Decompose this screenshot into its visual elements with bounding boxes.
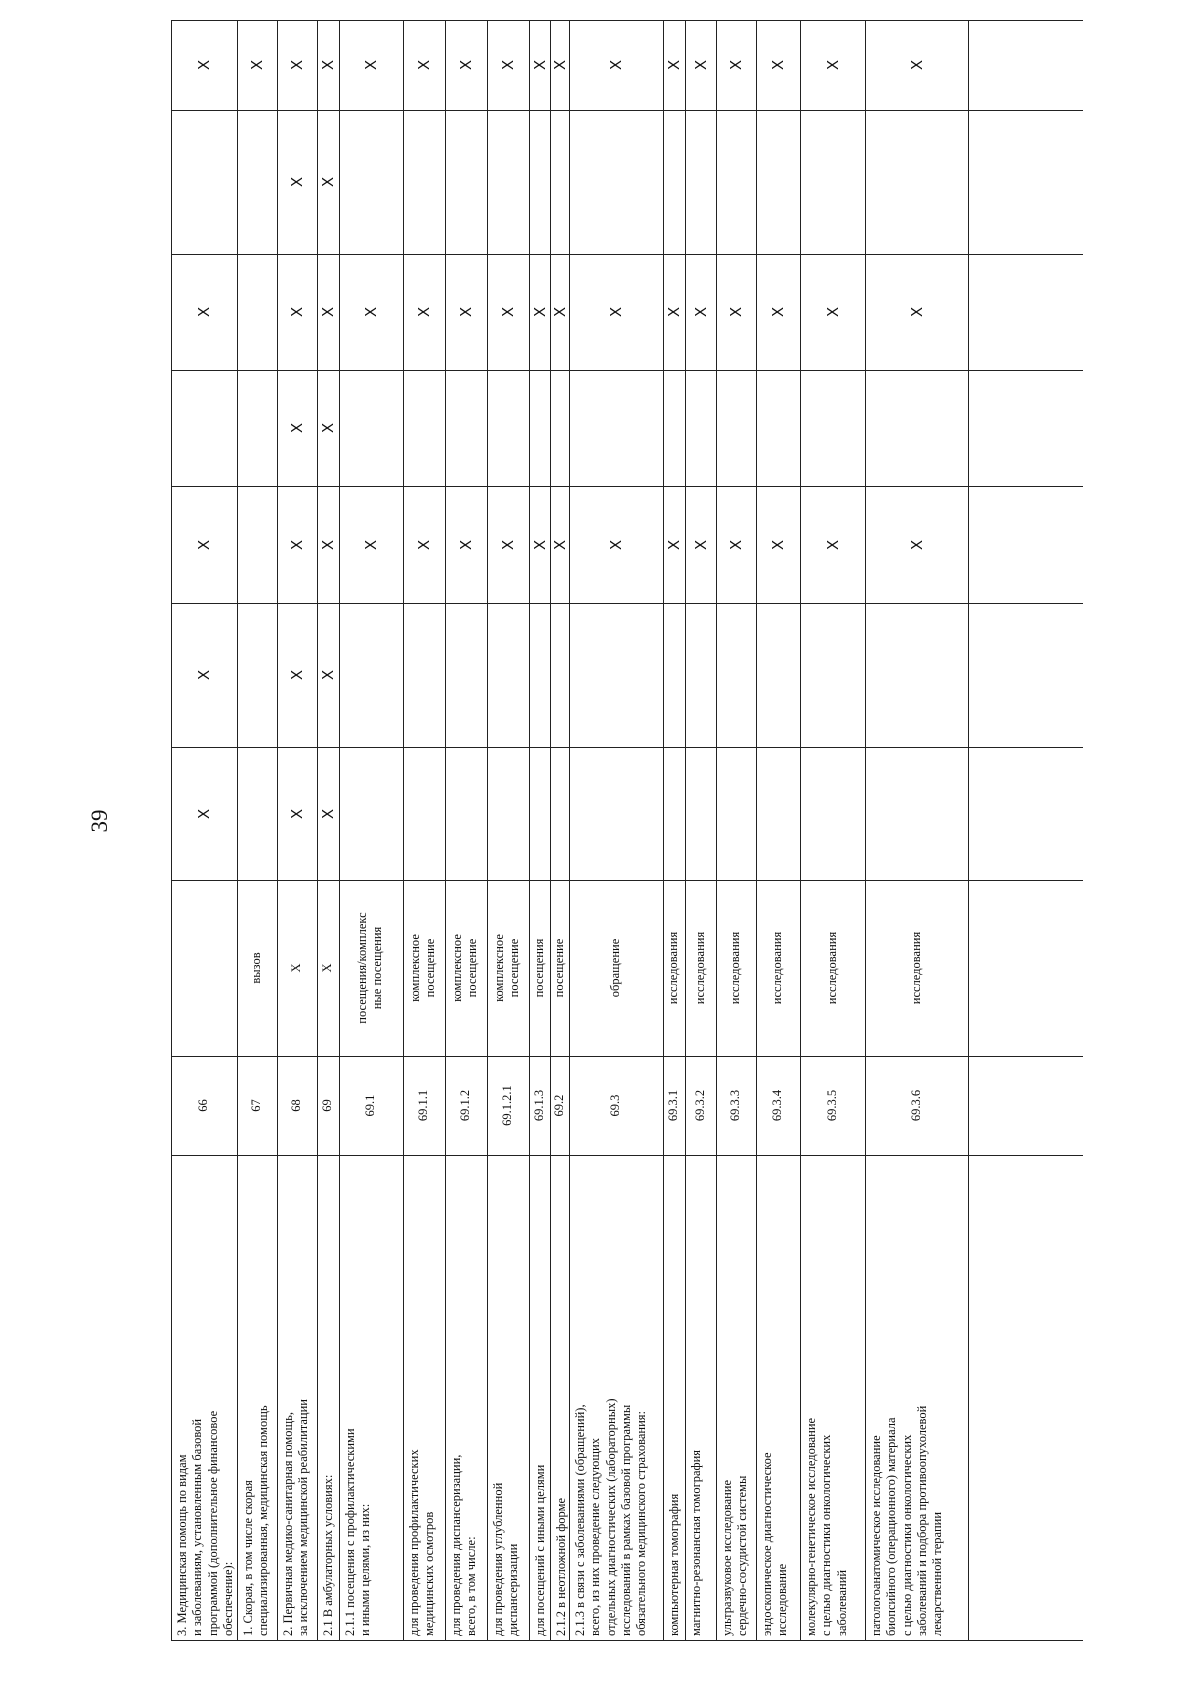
table-row-rule (968, 20, 969, 1640)
table-column-rule (171, 1155, 1083, 1156)
cross-mark: X (530, 59, 549, 71)
row-unit: исследования (908, 931, 923, 1005)
row-label: патологоанатомическое исследование биопсийного (операционного) материала с целью диагностики онкологических заболеваний и подбора противоопухолевой лекарственной терапии (869, 1405, 944, 1636)
cross-mark: X (457, 59, 475, 71)
row-label: 2.1.3 в связи с заболеваниями (обращений), всего, из них проведение следующих отдельных диагностических (лабораторных) исследований в рамках базовой программы обязательного медицинского страхования: (573, 1398, 648, 1636)
row-unit: исследования (824, 931, 839, 1005)
table-row-rule (529, 20, 530, 1640)
row-label: 2.1.1 посещения с профилактическими и иными целями, из них: (343, 1428, 373, 1636)
table-column-rule (171, 1640, 1083, 1641)
cross-mark: X (288, 176, 306, 188)
cross-mark: X (607, 59, 625, 71)
row-code: 69.1 (363, 1094, 377, 1117)
table-row-rule (171, 20, 172, 1640)
cross-mark: X (691, 539, 710, 550)
cross-mark: X (530, 306, 549, 318)
row-unit: посещение (551, 938, 566, 998)
cross-mark: X (248, 59, 266, 71)
cross-mark: X (195, 808, 213, 819)
row-code: 69.3.2 (692, 1089, 707, 1122)
table-row-rule (716, 20, 717, 1640)
cross-mark: X (319, 808, 337, 819)
cross-mark: X (550, 539, 569, 550)
cross-mark: X (530, 539, 549, 550)
table-row-rule (317, 20, 318, 1640)
table-column-rule (171, 110, 1083, 111)
row-label: молекулярно-генетическое исследование с целью диагностики онкологических заболеваний (804, 1417, 849, 1636)
cross-mark: X (607, 306, 625, 318)
table-row-rule (756, 20, 757, 1640)
cross-mark: X (288, 669, 306, 681)
cross-mark: X (195, 669, 213, 681)
row-unit: Х (320, 963, 334, 973)
cross-mark: X (550, 306, 569, 318)
row-code: 69.3.3 (728, 1089, 742, 1122)
cross-mark: X (288, 808, 306, 819)
cross-mark: X (823, 539, 842, 550)
table-column-rule (171, 603, 1083, 604)
cross-mark: X (665, 306, 683, 318)
row-unit: обращение (608, 938, 622, 998)
table-row-rule (865, 20, 866, 1640)
cross-mark: X (665, 59, 683, 71)
row-code: 69.1.3 (531, 1089, 546, 1122)
table-row-rule (237, 20, 238, 1640)
row-code: 69.2 (551, 1094, 566, 1117)
cross-mark: X (769, 306, 787, 318)
row-label: эндоскопическое диагностическое исследование (760, 1452, 790, 1636)
cross-mark: X (499, 539, 517, 550)
row-unit: посещения/комплекс ные посещения (355, 912, 385, 1024)
cross-mark: X (691, 306, 710, 318)
table-column-rule (171, 20, 1083, 21)
table-row-rule (800, 20, 801, 1640)
cross-mark: X (769, 539, 787, 550)
rotated-table (171, 20, 1083, 1640)
cross-mark: X (288, 422, 306, 434)
table-column-rule (171, 254, 1083, 255)
table-row-rule (339, 20, 340, 1640)
row-code: 69.3 (608, 1094, 622, 1117)
table-column-rule (171, 370, 1083, 371)
row-code: 69.1.1 (416, 1089, 430, 1122)
table-row-rule (685, 20, 686, 1640)
table-column-rule (171, 747, 1083, 748)
cross-mark: X (288, 306, 306, 318)
cross-mark: X (727, 306, 745, 318)
row-label: 2. Первичная медико-санитарная помощь, за исключением медицинской реабилитации (281, 1399, 311, 1636)
cross-mark: X (319, 176, 337, 188)
cross-mark: X (362, 539, 380, 550)
cross-mark: X (607, 539, 625, 550)
row-label: магнитно-резонансная томография (689, 1449, 703, 1636)
cross-mark: X (288, 539, 306, 550)
row-unit: комплексное посещение (492, 934, 522, 1002)
page-number: 39 (87, 809, 112, 833)
row-code: 69.3.4 (770, 1089, 784, 1122)
cross-mark: X (415, 59, 433, 71)
table-column-rule (171, 880, 1083, 881)
cross-mark: X (907, 59, 926, 71)
row-unit: исследования (728, 931, 742, 1005)
row-label: для проведения углубленной диспансеризации (491, 1482, 521, 1636)
row-label: 3. Медицинская помощь по видам и заболеваниям, установленным базовой программой (дополнительное финансовое обеспечение): (175, 1410, 235, 1636)
row-unit: вызов (249, 952, 263, 984)
row-label: 2.1 В амбулаторных условиях: (321, 1474, 335, 1636)
row-unit: исследования (692, 931, 707, 1005)
cross-mark: X (362, 306, 380, 318)
table-row-rule (445, 20, 446, 1640)
cross-mark: X (195, 539, 213, 550)
cross-mark: X (499, 306, 517, 318)
row-code: 68 (289, 1099, 303, 1112)
row-label: компьютерная томография (667, 1493, 681, 1636)
row-code: 69.3.5 (824, 1089, 839, 1122)
cross-mark: X (823, 306, 842, 318)
row-code: 67 (249, 1099, 263, 1112)
row-code: 66 (196, 1099, 210, 1112)
row-label: для посещений с иными целями (533, 1464, 547, 1636)
table-row-rule (277, 20, 278, 1640)
table-column-rule (171, 486, 1083, 487)
table-row-rule (487, 20, 488, 1640)
cross-mark: X (319, 422, 337, 434)
cross-mark: X (769, 59, 787, 71)
row-unit: исследования (666, 931, 680, 1005)
row-unit: Х (289, 963, 303, 973)
cross-mark: X (550, 59, 569, 71)
row-unit: комплексное посещение (408, 934, 438, 1002)
table-column-rule (171, 1056, 1083, 1057)
table-row-rule (663, 20, 664, 1640)
row-code: 69.3.1 (666, 1089, 680, 1122)
table-row-rule (403, 20, 404, 1640)
cross-mark: X (691, 59, 710, 71)
cross-mark: X (319, 539, 337, 550)
cross-mark: X (319, 669, 337, 681)
cross-mark: X (362, 59, 380, 71)
cross-mark: X (319, 306, 337, 318)
cross-mark: X (195, 306, 213, 318)
row-label: для проведения диспансеризации, всего, в том числе: (449, 1454, 479, 1636)
cross-mark: X (823, 59, 842, 71)
table-row-rule (550, 20, 551, 1640)
cross-mark: X (457, 539, 475, 550)
row-unit: посещения (531, 938, 546, 998)
cross-mark: X (907, 306, 926, 318)
cross-mark: X (727, 539, 745, 550)
row-unit: комплексное посещение (450, 934, 480, 1002)
row-code: 69.1.2 (458, 1089, 472, 1122)
row-label: для проведения профилактических медицинских осмотров (407, 1449, 437, 1636)
cross-mark: X (907, 539, 926, 550)
cross-mark: X (727, 59, 745, 71)
row-code: 69 (320, 1099, 334, 1112)
row-label: 1. Скорая, в том числе скорая специализированная, медицинская помощь (241, 1405, 271, 1636)
cross-mark: X (288, 59, 306, 71)
row-code: 69.3.6 (908, 1089, 923, 1122)
cross-mark: X (665, 539, 683, 550)
cross-mark: X (499, 59, 517, 71)
row-code: 69.1.2.1 (500, 1085, 514, 1126)
row-unit: исследования (770, 931, 784, 1005)
cross-mark: X (195, 59, 213, 71)
cross-mark: X (415, 539, 433, 550)
cross-mark: X (457, 306, 475, 318)
row-label: ультразвуковое исследование сердечно-сосудистой системы (720, 1475, 750, 1636)
cross-mark: X (319, 59, 337, 71)
row-label: 2.1.2 в неотложной форме (554, 1497, 568, 1636)
cross-mark: X (415, 306, 433, 318)
